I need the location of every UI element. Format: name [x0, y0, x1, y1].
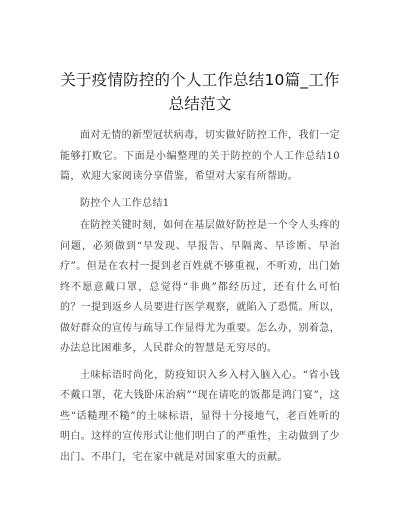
body-paragraph-1: 在防控关键时刻，如何在基层做好防控是一个令人头疼的问题，必须做到“早发现、早报告、早隔离、早诊断、早治疗”。但是在农村一提到老百姓就不够重视，不听劝，出门始终不愿意戴口罩，总觉得“非典”都经历过，还有什么可怕的？一提到返乡人员要进行医学观察，就陷入了恐慌。所以，做好群众的宣传与疏导工作显得尤为重要。怎么办，别着急，办法总比困难多，人民群众的智慧是无穷尽的。 — [60, 220, 340, 354]
document-body — [60, 126, 340, 474]
intro-paragraph: 面对无情的新型冠状病毒，切实做好防控工作，我们一定能够打败它。下面是小编整理的关于防控的个人工作总结10篇，欢迎大家阅读分享借鉴，希望对大家有所帮助。 — [60, 130, 340, 182]
document-title: 关于疫情防控的个人工作总结10篇_工作总结范文 — [60, 71, 340, 113]
section-heading: 防控个人工作总结1 — [80, 197, 170, 209]
body-paragraph-2: 土味标语时尚化，防疫知识入乡入村入脑入心。“省小钱不戴口罩，花大钱卧床治病”“现在请吃的饭都是鸿门宴”，这些“话糙理不糙”的土味标语，显得十分接地气，老百姓听的明白。这样的宣传形式让他们明白了的严重性，主动做到了少出门、不串门，宅在家中就是对国家重大的贡献。 — [60, 369, 340, 463]
